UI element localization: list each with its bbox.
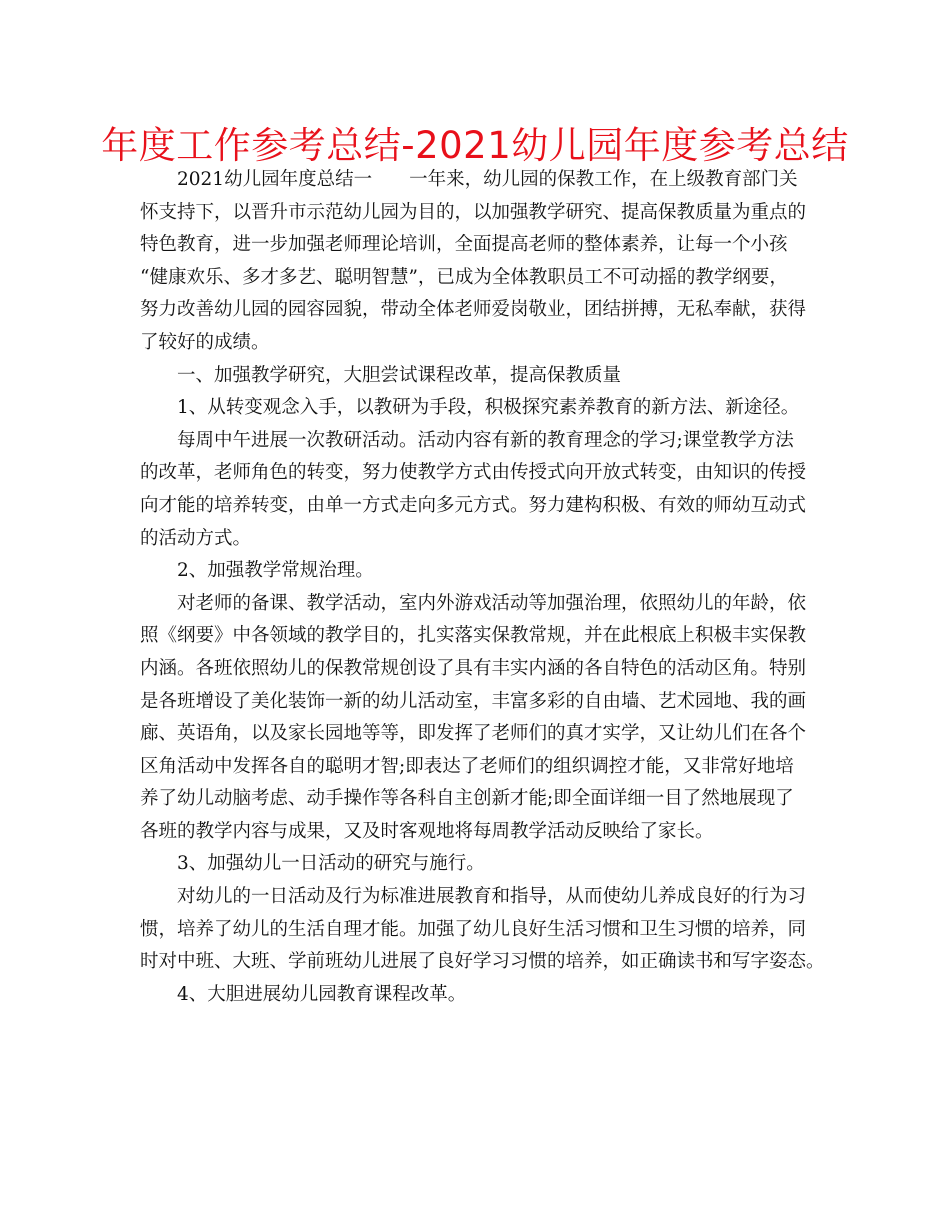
document-title: 年度工作参考总结-2021幼儿园年度参考总结	[101, 124, 849, 167]
body-line: 内涵。各班依照幼儿的保教常规创设了具有丰实内涵的各自特色的活动区角。特别	[140, 657, 807, 679]
document-body	[140, 164, 825, 1011]
body-line: “健康欢乐、多才多艺、聪明智慧”，已成为全体教职员工不可动摇的教学纲要，	[140, 266, 788, 288]
body-line: 向才能的培养转变，由单一方式走向多元方式。努力建构积极、有效的师幼互动式	[140, 494, 807, 516]
body-line: 的改革，老师角色的转变，努力使教学方式由传授式向开放式转变，由知识的传授	[140, 462, 807, 484]
body-line: 时对中班、大班、学前班幼儿进展了良好学习习惯的培养，如正确读书和写字姿态。	[140, 951, 825, 973]
body-line: 养了幼儿动脑考虑、动手操作等各科自主创新才能;即全面详细一目了然地展现了	[140, 788, 794, 810]
subsection-heading: 1、从转变观念入手，以教研为手段，积极探究素养教育的新方法、新途径。	[177, 397, 800, 419]
body-line: 各班的教学内容与成果，又及时客观地将每周教学活动反映给了家长。	[140, 820, 714, 842]
body-line: 的活动方式。	[140, 527, 252, 549]
body-line: 照《纲要》中各领域的教学目的，扎实落实保教常规，并在此根底上积极丰实保教	[140, 625, 807, 647]
body-line: 对幼儿的一日活动及行为标准进展教育和指导，从而使幼儿养成良好的行为习	[177, 886, 807, 908]
body-line: 2021幼儿园年度总结一 一年来，幼儿园的保教工作，在上级教育部门关	[177, 169, 798, 190]
body-line: 了较好的成绩。	[140, 331, 270, 353]
subsection-heading: 2、加强教学常规治理。	[177, 560, 374, 582]
subsection-heading: 3、加强幼儿一日活动的研究与施行。	[177, 853, 485, 875]
subsection-heading: 4、大胆进展幼儿园教育课程改革。	[177, 983, 467, 1005]
body-line: 惯，培养了幼儿的生活自理才能。加强了幼儿良好生活习惯和卫生习惯的培养，同	[140, 918, 807, 940]
body-line: 努力改善幼儿园的园容园貌，带动全体老师爱岗敬业，团结拼搏，无私奉献，获得	[140, 299, 807, 321]
body-line: 每周中午进展一次教研活动。活动内容有新的教育理念的学习;课堂教学方法	[177, 429, 794, 451]
body-line: 廊、英语角，以及家长园地等等，即发挥了老师们的真才实学，又让幼儿们在各个	[140, 723, 807, 745]
body-line: 区角活动中发挥各自的聪明才智;即表达了老师们的组织调控才能，又非常好地培	[140, 755, 794, 777]
body-line: 是各班增设了美化装饰一新的幼儿活动室，丰富多彩的自由墙、艺术园地、我的画	[140, 690, 807, 712]
body-line: 特色教育，进一步加强老师理论培训，全面提高老师的整体素养，让每一个小孩	[140, 234, 788, 256]
body-line: 对老师的备课、教学活动，室内外游戏活动等加强治理，依照幼儿的年龄，依	[177, 592, 807, 614]
section-heading: 一、加强教学研究，大胆尝试课程改革，提高保教质量	[177, 364, 622, 386]
body-line: 怀支持下，以晋升市示范幼儿园为目的，以加强教学研究、提高保教质量为重点的	[140, 201, 807, 223]
